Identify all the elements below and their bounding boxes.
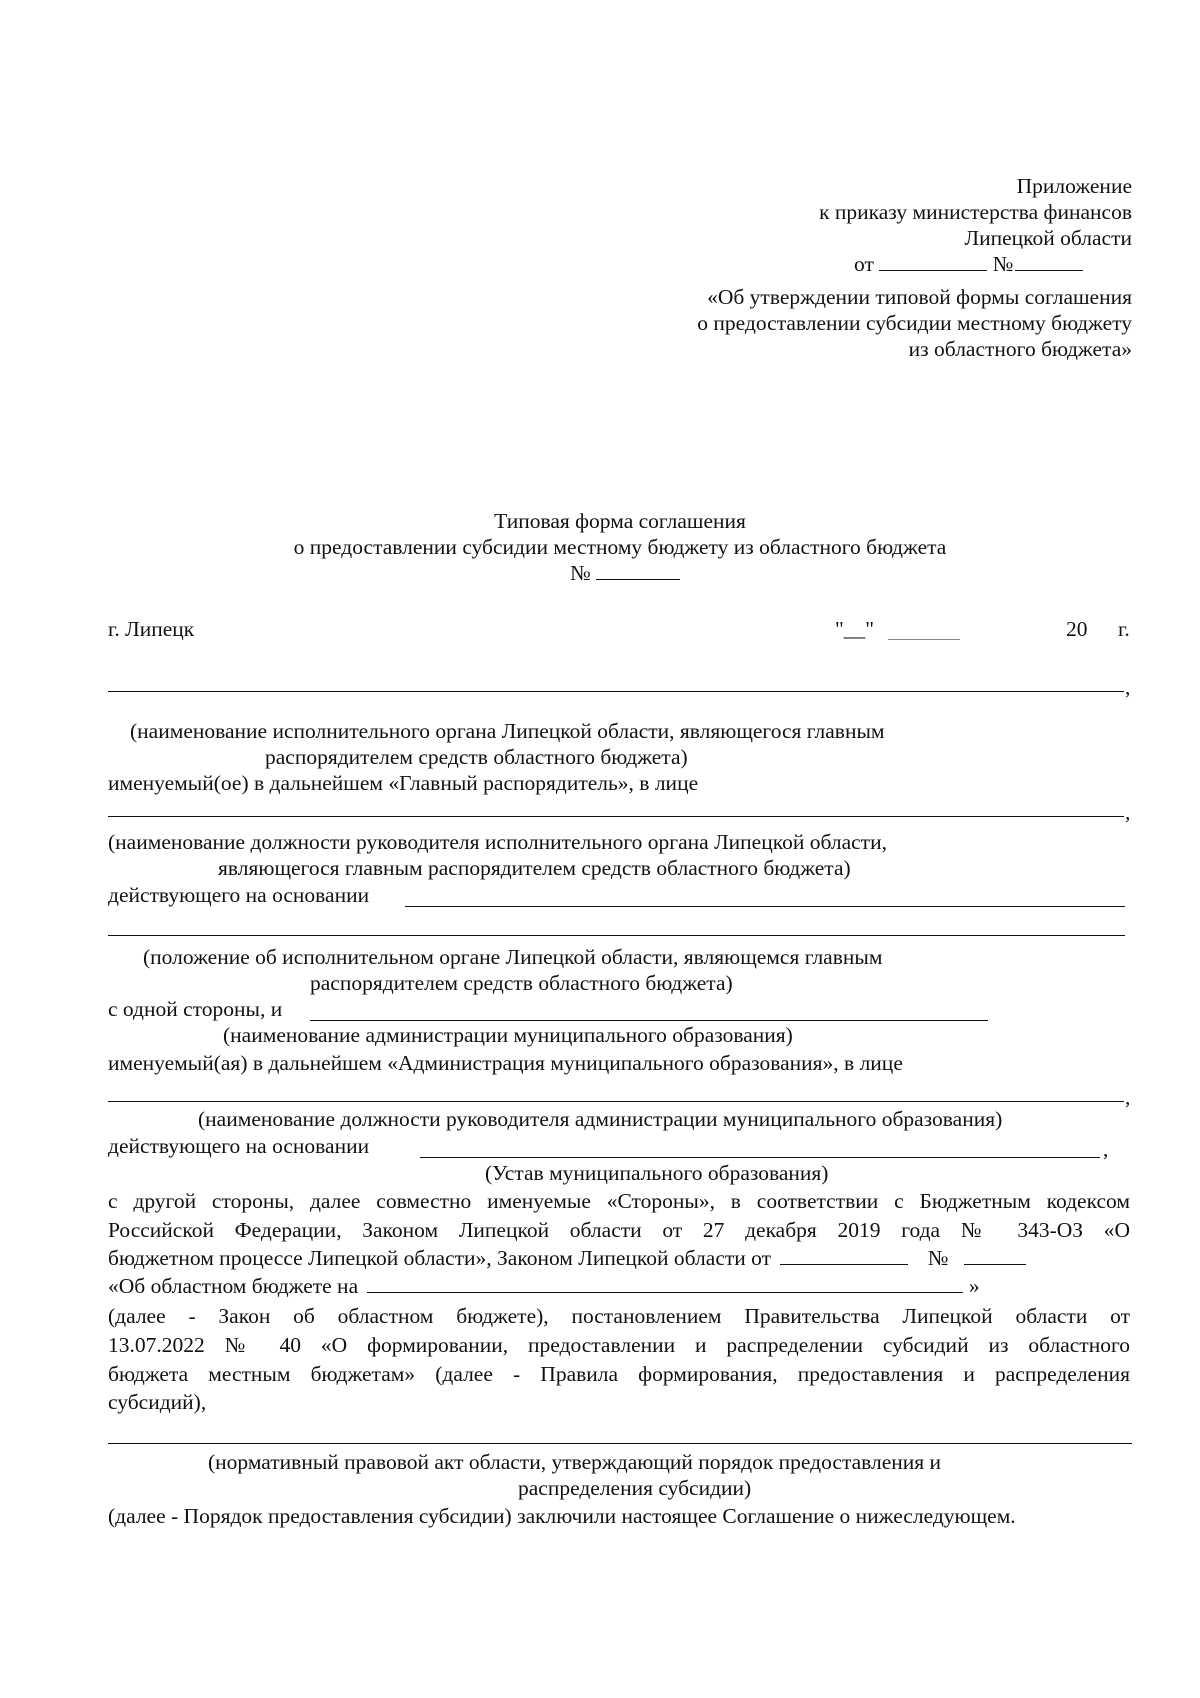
paragraph-2: действующего на основании <box>108 883 370 907</box>
blank-line-4 <box>310 1020 988 1021</box>
caption-2a: (наименование должности руководителя исполнительного органа Липецкой области, <box>108 830 887 854</box>
date-quote: "__" <box>835 617 875 641</box>
form-subtitle: о предоставлении субсидии местному бюджету из областного бюджета <box>293 535 947 559</box>
paragraph-line-1: с другой стороны, далее совместно именуемые «Стороны», в соответствии с Бюджетным кодексом <box>108 1189 1130 1213</box>
blank-line-7 <box>108 1443 1132 1444</box>
caption-2b: являющегося главным распорядителем средств областного бюджета) <box>218 856 851 880</box>
final-paragraph: (далее - Порядок предоставления субсидии) заключили настоящее Соглашение о нижеследующем. <box>108 1504 1016 1528</box>
law-number-blank <box>964 1246 1026 1265</box>
header-line-title-1: «Об утверждении типовой формы соглашения <box>707 285 1132 309</box>
header-line-region: Липецкой области <box>964 226 1132 250</box>
paragraph-4: именуемый(ая) в дальнейшем «Администрация муниципального образования», в лице <box>108 1051 903 1075</box>
paragraph-line-2: Российской Федерации, Законом Липецкой области от 27 декабря 2019 года № 343-ОЗ «О <box>108 1218 1130 1242</box>
comma-4: , <box>1103 1137 1109 1161</box>
caption-1b: распорядителем средств областного бюджета) <box>265 745 688 769</box>
paragraph-line-7: бюджета местным бюджетам» (далее - Правила формирования, предоставления и распределения <box>108 1362 1130 1386</box>
header-line-date-number <box>854 251 1083 277</box>
comma-3: , <box>1125 1085 1131 1109</box>
header-date-blank <box>879 252 987 271</box>
paragraph-line-5: (далее - Закон об областном бюджете), постановлением Правительства Липецкой области от <box>108 1304 1130 1328</box>
header-line-title-3: из областного бюджета» <box>908 337 1132 361</box>
header-from-label: от <box>854 252 874 276</box>
caption-4: (наименование администрации муниципального образования) <box>223 1023 793 1047</box>
caption-6: (Устав муниципального образования) <box>485 1161 829 1185</box>
date-year: 20 <box>1066 617 1088 641</box>
paragraph-line-4 <box>108 1273 980 1299</box>
blank-line-3b <box>108 935 1125 936</box>
paragraph-line-3-text: бюджетном процессе Липецкой области», Законом Липецкой области от <box>108 1246 772 1270</box>
header-number-blank <box>1015 252 1083 271</box>
comma-2: , <box>1125 800 1131 824</box>
caption-1a: (наименование исполнительного органа Липецкой области, являющегося главным <box>130 719 885 743</box>
caption-3a: (положение об исполнительном органе Липецкой области, являющемся главным <box>143 945 883 969</box>
form-number <box>570 560 680 586</box>
header-line-order: к приказу министерства финансов <box>819 200 1132 224</box>
form-number-label: № <box>570 561 591 585</box>
blank-line-1 <box>108 691 1124 692</box>
paragraph-line-8: субсидий), <box>108 1390 207 1414</box>
caption-3b: распорядителем средств областного бюджета) <box>310 971 733 995</box>
date-year-suffix: г. <box>1118 617 1130 641</box>
paragraph-line-3 <box>108 1245 1026 1271</box>
paragraph-3: с одной стороны, и <box>108 997 283 1021</box>
header-line-title-2: о предоставлении субсидии местному бюджету <box>697 311 1132 335</box>
form-number-blank <box>596 561 680 580</box>
form-title: Типовая форма соглашения <box>494 509 746 533</box>
city: г. Липецк <box>108 617 195 641</box>
date-month-blank <box>888 639 960 640</box>
caption-5: (наименование должности руководителя администрации муниципального образования) <box>198 1107 1003 1131</box>
blank-line-6 <box>420 1157 1100 1158</box>
paragraph-line-6: 13.07.2022 № 40 «О формировании, предоставлении и распределении субсидий из областного <box>108 1333 1130 1357</box>
blank-line-2 <box>108 816 1124 817</box>
blank-line-3a <box>405 906 1125 907</box>
budget-year-blank <box>367 1274 963 1293</box>
comma-1: , <box>1125 675 1131 699</box>
paragraph-line-4-text: «Об областном бюджете на <box>108 1274 359 1298</box>
caption-7a: (нормативный правовой акт области, утверждающий порядок предоставления и <box>208 1450 942 1474</box>
paragraph-line-4-close: » <box>968 1274 980 1298</box>
header-line-appendix: Приложение <box>1016 174 1132 198</box>
paragraph-1: именуемый(ое) в дальнейшем «Главный распорядитель», в лице <box>108 771 699 795</box>
caption-7b: распределения субсидии) <box>518 1476 752 1500</box>
blank-line-5 <box>108 1101 1124 1102</box>
paragraph-5: действующего на основании <box>108 1134 370 1158</box>
law-date-blank <box>780 1246 908 1265</box>
law-number-label: № <box>927 1246 949 1270</box>
header-number-label: № <box>992 252 1014 276</box>
